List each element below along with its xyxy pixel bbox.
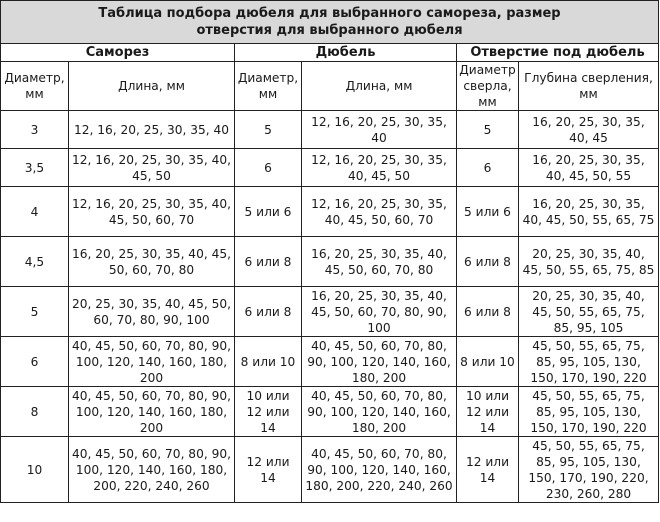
table-row (1, 287, 659, 337)
dowel-length-cell: 40, 45, 50, 60, 70, 80, 90, 100, 120, 140, 160, 180, 200 (302, 337, 457, 387)
dowel-diameter-cell: 5 (235, 111, 302, 149)
column-header-dowel-length: Длина, мм (302, 62, 457, 111)
drill-diameter-cell: 5 или 6 (457, 187, 519, 237)
dowel-length-cell: 12, 16, 20, 25, 30, 35, 40, 45, 50, 60, 70 (302, 187, 457, 237)
drill-diameter-cell: 6 или 8 (457, 287, 519, 337)
drill-depth-cell: 16, 20, 25, 30, 35, 40, 45, 50, 55 (519, 149, 659, 187)
drill-diameter-cell: 5 (457, 111, 519, 149)
drill-depth-cell: 20, 25, 30, 35, 40, 45, 50, 55, 65, 75, 85, 95, 105 (519, 287, 659, 337)
screw-diameter-cell: 4,5 (1, 237, 69, 287)
dowel-diameter-cell: 8 или 10 (235, 337, 302, 387)
table-row (1, 437, 659, 503)
dowel-length-cell: 16, 20, 25, 30, 35, 40, 45, 50, 60, 70, 80, 90, 100 (302, 287, 457, 337)
table-row (1, 387, 659, 437)
screw-diameter-cell: 6 (1, 337, 69, 387)
table-row (1, 149, 659, 187)
dowel-diameter-cell: 6 или 8 (235, 287, 302, 337)
screw-diameter-cell: 8 (1, 387, 69, 437)
column-header-drill-diameter: Диаметр сверла, мм (457, 62, 519, 111)
screw-length-cell: 40, 45, 50, 60, 70, 80, 90, 100, 120, 140, 160, 180, 200 (69, 337, 235, 387)
screw-length-cell: 40, 45, 50, 60, 70, 80, 90, 100, 120, 140, 160, 180, 200, 220, 240, 260 (69, 437, 235, 503)
dowel-diameter-cell: 6 (235, 149, 302, 187)
table-row (1, 237, 659, 287)
dowel-diameter-cell: 6 или 8 (235, 237, 302, 287)
dowel-length-cell: 12, 16, 20, 25, 30, 35, 40 (302, 111, 457, 149)
screw-length-cell: 20, 25, 30, 35, 40, 45, 50, 60, 70, 80, 90, 100 (69, 287, 235, 337)
drill-diameter-cell: 6 или 8 (457, 237, 519, 287)
dowel-length-cell: 40, 45, 50, 60, 70, 80, 90, 100, 120, 140, 160, 180, 200, 220, 240, 260 (302, 437, 457, 503)
drill-depth-cell: 16, 20, 25, 30, 35, 40, 45, 50, 55, 65, 75 (519, 187, 659, 237)
dowel-length-cell: 12, 16, 20, 25, 30, 35, 40, 45, 50 (302, 149, 457, 187)
group-header-hole: Отверстие под дюбель (457, 44, 659, 62)
table-row (1, 187, 659, 237)
column-header-drill-depth: Глубина сверления, мм (519, 62, 659, 111)
table-title: Таблица подбора дюбеля для выбранного самореза, размер отверстия для выбранного дюбеля (1, 1, 659, 44)
group-header-screw: Саморез (1, 44, 235, 62)
drill-depth-cell: 20, 25, 30, 35, 40, 45, 50, 55, 65, 75, 85 (519, 237, 659, 287)
dowel-length-cell: 16, 20, 25, 30, 35, 40, 45, 50, 60, 70, 80 (302, 237, 457, 287)
screw-length-cell: 12, 16, 20, 25, 30, 35, 40, 45, 50 (69, 149, 235, 187)
dowel-diameter-cell: 10 или 12 или 14 (235, 387, 302, 437)
column-header-dowel-diameter: Диаметр, мм (235, 62, 302, 111)
dowel-length-cell: 40, 45, 50, 60, 70, 80, 90, 100, 120, 140, 160, 180, 200 (302, 387, 457, 437)
group-header-dowel: Дюбель (235, 44, 457, 62)
screw-length-cell: 16, 20, 25, 30, 35, 40, 45, 50, 60, 70, 80 (69, 237, 235, 287)
screw-diameter-cell: 5 (1, 287, 69, 337)
dowel-diameter-cell: 12 или 14 (235, 437, 302, 503)
column-header-screw-diameter: Диаметр, мм (1, 62, 69, 111)
drill-depth-cell: 45, 50, 55, 65, 75, 85, 95, 105, 130, 150, 170, 190, 220 (519, 387, 659, 437)
table-row (1, 111, 659, 149)
column-header-screw-length: Длина, мм (69, 62, 235, 111)
table-row (1, 337, 659, 387)
screw-diameter-cell: 3 (1, 111, 69, 149)
drill-diameter-cell: 12 или 14 (457, 437, 519, 503)
screw-diameter-cell: 10 (1, 437, 69, 503)
drill-diameter-cell: 8 или 10 (457, 337, 519, 387)
screw-length-cell: 12, 16, 20, 25, 30, 35, 40, 45, 50, 60, 70 (69, 187, 235, 237)
screw-diameter-cell: 3,5 (1, 149, 69, 187)
drill-depth-cell: 16, 20, 25, 30, 35, 40, 45 (519, 111, 659, 149)
drill-diameter-cell: 6 (457, 149, 519, 187)
screw-length-cell: 40, 45, 50, 60, 70, 80, 90, 100, 120, 140, 160, 180, 200 (69, 387, 235, 437)
drill-depth-cell: 45, 50, 55, 65, 75, 85, 95, 105, 130, 150, 170, 190, 220, 230, 260, 280 (519, 437, 659, 503)
drill-depth-cell: 45, 50, 55, 65, 75, 85, 95, 105, 130, 150, 170, 190, 220 (519, 337, 659, 387)
dowel-diameter-cell: 5 или 6 (235, 187, 302, 237)
screw-length-cell: 12, 16, 20, 25, 30, 35, 40 (69, 111, 235, 149)
drill-diameter-cell: 10 или 12 или 14 (457, 387, 519, 437)
screw-diameter-cell: 4 (1, 187, 69, 237)
